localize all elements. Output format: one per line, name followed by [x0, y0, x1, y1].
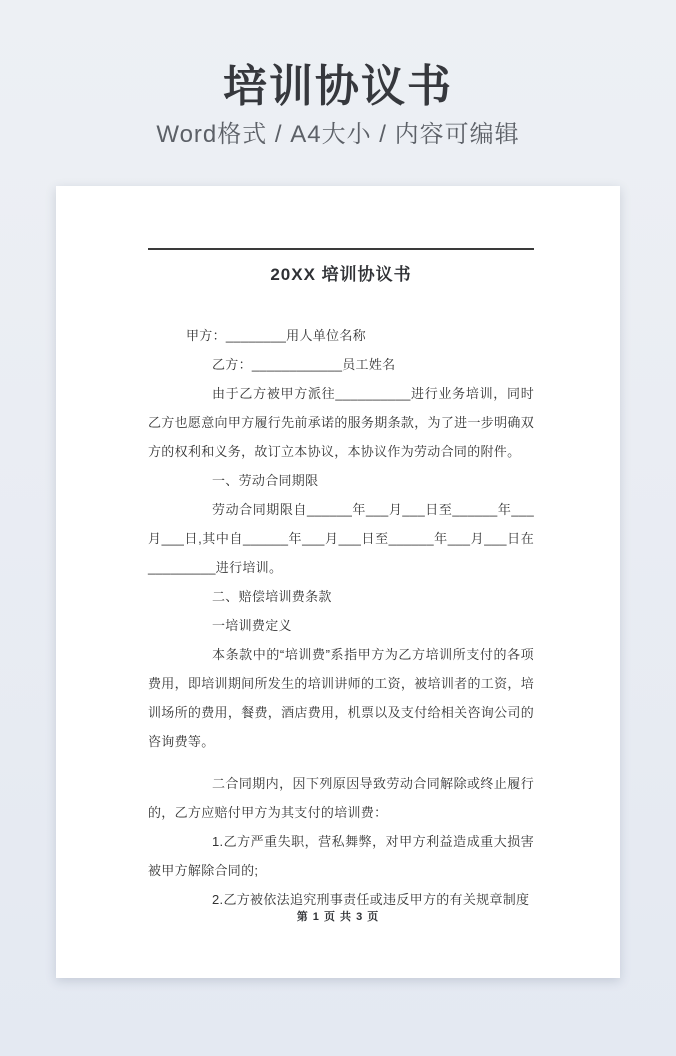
title-rule	[148, 248, 534, 250]
paragraph-fee-definition: 本条款中的“培训费”系指甲方为乙方培训所支付的各项费用，即培训期间所发生的培训讲师的工资，被培训者的工资，培训场所的费用，餐费，酒店费用，机票以及支付给相关咨询公司的咨询费等。	[148, 647, 534, 749]
page-number-footer: 第 1 页 共 3 页	[296, 911, 380, 923]
paragraph-contract-term: 劳动合同期限自______年___月___日至______年___月___日,其中自______年___月___日至______年___月___日在_________进行培训。	[148, 502, 534, 575]
subsection-definition-heading: 一培训费定义	[212, 618, 292, 633]
page-title: 培训协议书	[223, 62, 453, 111]
section-2-heading: 二、赔偿培训费条款	[212, 589, 332, 604]
paragraph-party-a: 甲方：________用人单位名称	[186, 328, 366, 343]
document-body	[148, 321, 534, 914]
document-title: 20XX 培训协议书	[270, 265, 412, 284]
hero-header	[0, 0, 676, 150]
document-page	[56, 186, 620, 978]
paragraph-clause-1: 1.乙方严重失职，营私舞弊，对甲方利益造成重大损害被甲方解除合同的;	[148, 834, 534, 878]
paragraph-party-b: 乙方：____________员工姓名	[212, 357, 396, 372]
paragraph-preamble: 由于乙方被甲方派往__________进行业务培训，同时乙方也愿意向甲方履行先前承诺的服务期条款，为了进一步明确双方的权利和义务，故订立本协议，本协议作为劳动合同的附件。	[148, 386, 534, 459]
paragraph-clause-2: 2.乙方被依法追究刑事责任或违反甲方的有关规章制度	[212, 892, 530, 907]
section-1-heading: 一、劳动合同期限	[212, 473, 319, 488]
page-subtitle: Word格式 / A4大小 / 内容可编辑	[156, 121, 520, 148]
paragraph-compensation-intro: 二合同期内，因下列原因导致劳动合同解除或终止履行的，乙方应赔付甲方为其支付的培训费：	[148, 776, 534, 820]
